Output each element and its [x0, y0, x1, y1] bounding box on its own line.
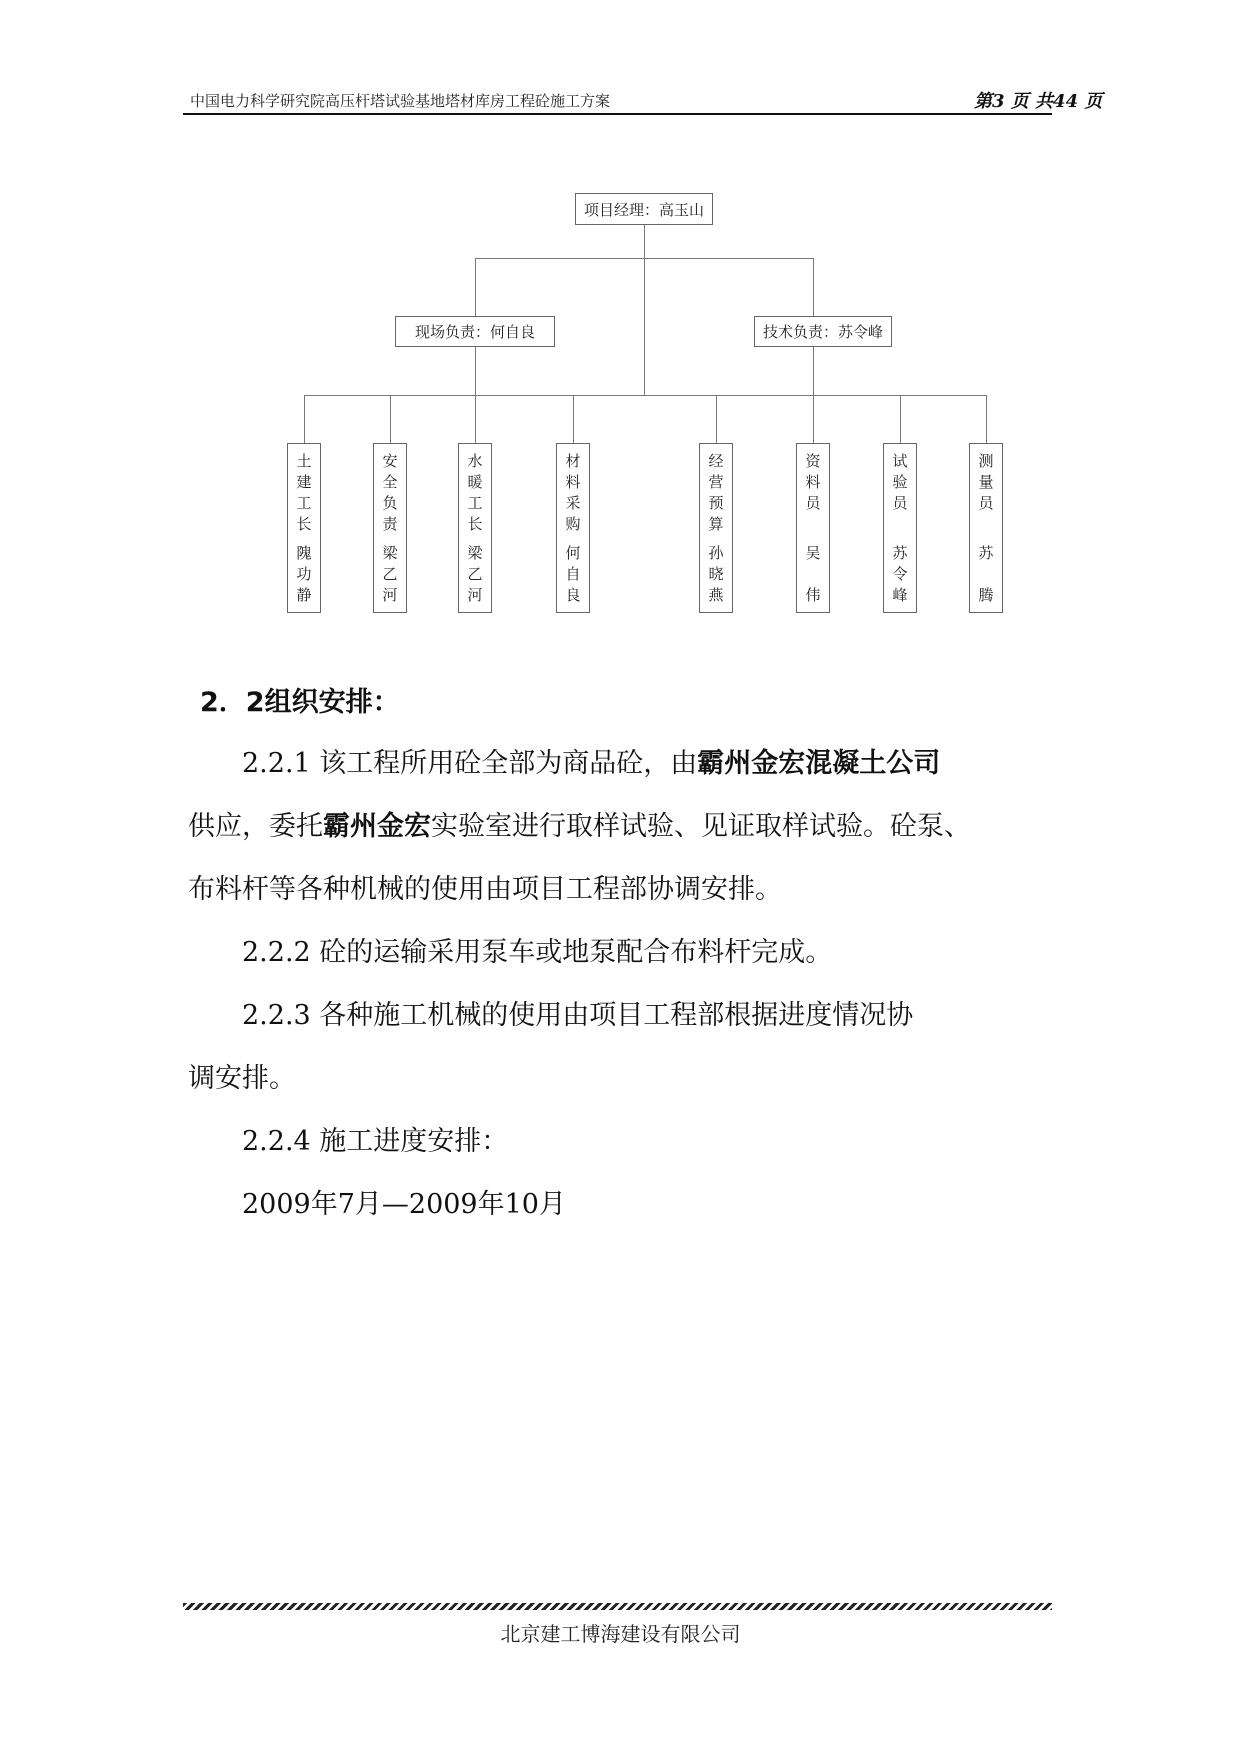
role-box [969, 443, 1003, 613]
paragraph-line: 布料杆等各种机械的使用由项目工程部协调安排。 [188, 874, 782, 905]
connector [475, 347, 476, 395]
role-box [796, 443, 830, 613]
connector [475, 258, 476, 321]
paragraph-line: 2.2.4 施工进度安排： [242, 1126, 509, 1157]
role-box [883, 443, 917, 613]
role-title-char: 全 [382, 473, 398, 491]
role-name-char: 苏 [978, 544, 994, 562]
role-name-char: 吴 [805, 544, 821, 562]
connector [304, 395, 986, 396]
connector [390, 395, 391, 443]
role-title-char: 资 [805, 452, 821, 470]
role-box [699, 443, 733, 613]
role-title-char: 料 [805, 473, 821, 491]
connector [475, 258, 813, 259]
role-title-char: 料 [565, 473, 581, 491]
role-box [556, 443, 590, 613]
role-title-char: 负 [382, 494, 398, 512]
role-title-char: 土 [296, 452, 312, 470]
connector [900, 395, 901, 443]
role-title-char: 采 [565, 494, 581, 512]
role-name-char: 良 [565, 586, 581, 604]
connector [304, 395, 305, 443]
role-title-char: 测 [978, 452, 994, 470]
role-box [458, 443, 492, 613]
footer-rule [183, 1603, 1052, 1610]
role-title-char: 水 [467, 452, 483, 470]
role-name-char: 梁 [467, 544, 483, 562]
role-name-char: 何 [565, 544, 581, 562]
role-name-char: 功 [296, 565, 312, 583]
project-manager-box: 项目经理：高玉山 [575, 193, 713, 225]
connector [986, 395, 987, 443]
role-name-char: 晓 [708, 565, 724, 583]
role-title-char: 算 [708, 515, 724, 533]
role-title-char: 预 [708, 494, 724, 512]
paragraph-line: 调安排。 [188, 1063, 296, 1094]
schedule-dates: 2009年7月—2009年10月 [242, 1189, 566, 1220]
paragraph-line [188, 796, 971, 858]
role-title-char: 验 [892, 473, 908, 491]
role-title-char: 员 [805, 494, 821, 512]
paragraph-line: 2.2.3 各种施工机械的使用由项目工程部根据进度情况协 [242, 1000, 914, 1031]
connector [644, 225, 645, 395]
org-chart [0, 0, 1241, 640]
bold-lab-name: 霸州金宏 [323, 811, 431, 842]
role-name-char: 乙 [382, 565, 398, 583]
role-title-char: 员 [978, 494, 994, 512]
role-box [287, 443, 321, 613]
role-title-char: 建 [296, 473, 312, 491]
role-name-char: 伟 [805, 586, 821, 604]
role-name-char: 静 [296, 586, 312, 604]
role-name-char: 河 [467, 586, 483, 604]
text-span: 2.2.1 该工程所用砼全部为商品砼，由 [242, 748, 698, 779]
role-title-char: 安 [382, 452, 398, 470]
connector [813, 258, 814, 321]
paragraph-line: 2.2.2 砼的运输采用泵车或地泵配合布料杆完成。 [242, 937, 833, 968]
role-name-char: 河 [382, 586, 398, 604]
role-name-char: 腾 [978, 586, 994, 604]
header-document-title: 中国电力科学研究院高压杆塔试验基地塔材库房工程砼施工方案 [190, 92, 611, 110]
text-span: 供应，委托 [188, 811, 323, 842]
text-span: 实验室进行取样试验、见证取样试验。砼泵、 [431, 811, 971, 842]
role-title-char: 购 [565, 515, 581, 533]
role-title-char: 营 [708, 473, 724, 491]
role-title-char: 经 [708, 452, 724, 470]
role-title-char: 员 [892, 494, 908, 512]
role-name-char: 燕 [708, 586, 724, 604]
bold-company-name: 霸州金宏混凝土公司 [697, 748, 941, 779]
role-name-char: 梁 [382, 544, 398, 562]
role-title-char: 工 [296, 494, 312, 512]
technical-lead-box: 技术负责：苏令峰 [754, 316, 892, 347]
paragraph-line [242, 733, 940, 795]
role-box [373, 443, 407, 613]
connector [475, 395, 476, 443]
section-title: 2．2组织安排： [200, 687, 400, 718]
role-name-char: 峰 [892, 586, 908, 604]
role-title-char: 责 [382, 515, 398, 533]
role-title-char: 试 [892, 452, 908, 470]
site-lead-box: 现场负责：何自良 [395, 316, 555, 347]
role-name-char: 自 [565, 565, 581, 583]
role-name-char: 令 [892, 565, 908, 583]
role-name-char: 苏 [892, 544, 908, 562]
connector [813, 395, 814, 443]
footer-company: 北京建工博海建设有限公司 [500, 1622, 741, 1646]
connector [813, 347, 814, 395]
connector [716, 395, 717, 443]
role-name-char: 隗 [296, 544, 312, 562]
header-page-number: 第3 页 共44 页 [974, 91, 1103, 112]
role-title-char: 暖 [467, 473, 483, 491]
connector [573, 395, 574, 443]
role-title-char: 工 [467, 494, 483, 512]
role-name-char: 乙 [467, 565, 483, 583]
role-title-char: 材 [565, 452, 581, 470]
role-title-char: 量 [978, 473, 994, 491]
role-name-char: 孙 [708, 544, 724, 562]
role-title-char: 长 [467, 515, 483, 533]
role-title-char: 长 [296, 515, 312, 533]
